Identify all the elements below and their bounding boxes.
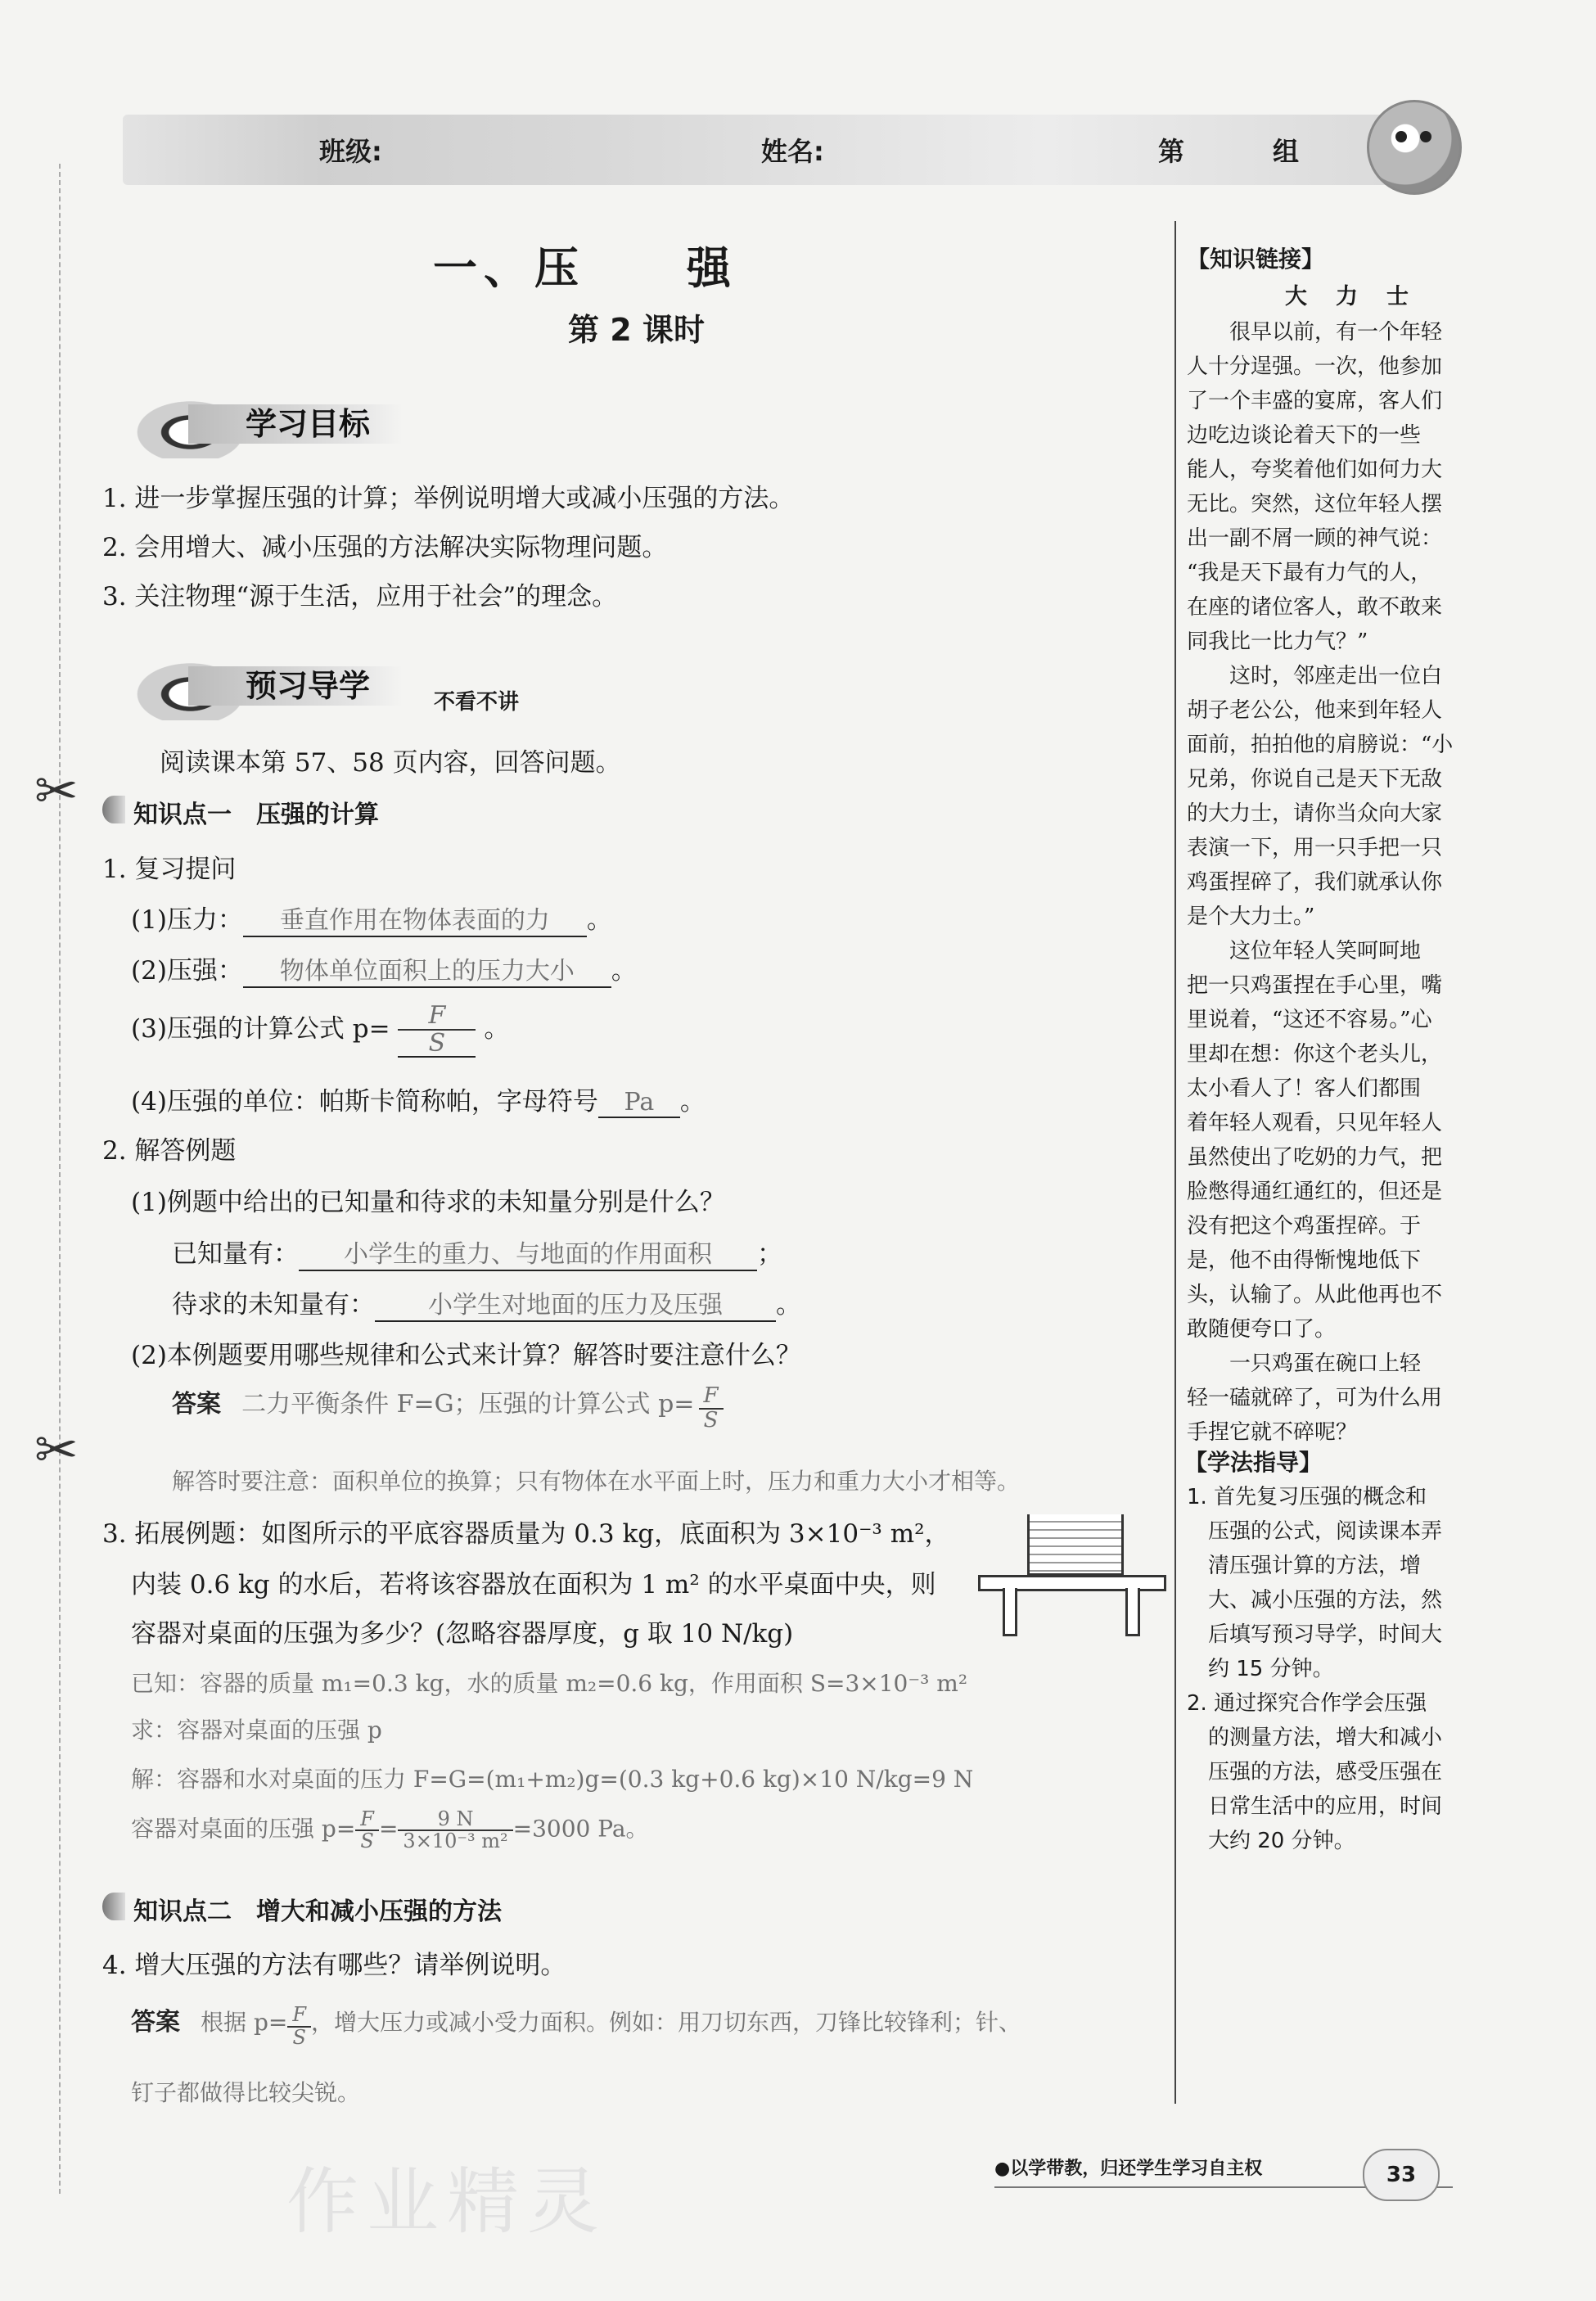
kp1-q3-line1: 3. 拓展例题：如图所示的平底容器质量为 0.3 kg，底面积为 3×10⁻³ m²， [102,1519,950,1549]
sidebar-line: 出一副不屑一顾的神气说： [1187,526,1443,551]
scissors-icon: ✂ [34,761,79,822]
lesson-subtitle: 第 2 课时 [568,312,705,348]
sidebar-line: 是，他不由得惭愧地低下 [1187,1248,1422,1273]
sidebar-line: 兄弟，你说自己是天下无敌 [1187,767,1443,792]
frac-num: 9 N [398,1809,512,1831]
kp1-answer-row [172,1383,724,1432]
kp1-q2-2: (2)本例题要用哪些规律和公式来计算？解答时要注意什么？ [131,1341,801,1370]
kp2-answer-row [131,2001,1021,2048]
kp2-heading [102,1891,502,1927]
solution-frac [398,1809,512,1852]
sidebar-line: 把一只鸡蛋捏在手心里，嘴 [1187,973,1443,998]
sidebar-line: 面前，拍拍他的肩膀说：“小 [1187,733,1454,757]
frac-den: S [703,1407,719,1432]
sidebar-line: 里却在想：你这个老头儿， [1187,1042,1443,1067]
formula-label: (3)压强的计算公式 p= [131,1014,390,1044]
answer-tag: 答案 [131,2008,180,2037]
kp2-q4: 4. 增大压强的方法有哪些？请举例说明。 [102,1951,566,1980]
answer-blank: Pa [598,1088,680,1118]
sidebar-line: 脸憋得通红通红的，但还是 [1187,1180,1443,1204]
sidebar-line: 同我比一比力气？” [1187,629,1368,654]
name-label: 姓名: [761,136,824,167]
page-title: 一、压 强 [433,242,737,294]
sidebar-line: 约 15 分钟。 [1187,1657,1334,1681]
group-label-first: 第 [1158,136,1185,167]
sidebar-line: 压强的方法，感受压强在 [1187,1760,1443,1784]
method-body [1187,1480,1465,1858]
answer-fraction [287,2005,311,2047]
sidebar-line: 着年轻人观看，只见年轻人 [1187,1111,1443,1135]
answer-blank: 小学生的重力、与地面的作用面积 [299,1234,757,1271]
sidebar-line: 是个大力士。” [1187,905,1315,929]
answer-blank: 垂直作用在物体表面的力 [243,900,587,937]
frac-num: F [287,2005,311,2027]
story-body [1187,315,1465,1450]
sidebar-line: 1. 首先复习压强的概念和 [1187,1485,1427,1509]
pressure-row [131,950,637,988]
kp2-title: 知识点二 增大和减小压强的方法 [133,1897,502,1926]
unit-row [131,1081,706,1118]
objective-item: 2. 会用增大、减小压强的方法解决实际物理问题。 [102,533,668,562]
kp1-heading [102,794,379,830]
sidebar-line: “我是天下最有力气的人， [1187,561,1432,585]
sidebar-line: 这位年轻人笑呵呵地 [1187,939,1422,963]
class-label: 班级: [319,136,382,167]
unit-label: (4)压强的单位：帕斯卡简称帕，字母符号 [131,1087,598,1117]
frac-den: S [428,1028,446,1058]
answer-pre: 根据 p= [201,2009,288,2036]
frac-num: F [699,1385,724,1409]
unknown-end: 。 [776,1290,801,1320]
objective-item: 1. 进一步掌握压强的计算；举例说明增大或减小压强的方法。 [102,484,795,513]
knowledge-link-tag: 【知识链接】 [1187,246,1325,273]
sidebar-line: 大、减小压强的方法，然 [1187,1588,1443,1613]
sidebar-line: 的大力士，请你当众向大家 [1187,801,1443,826]
formula-fraction [398,1003,476,1058]
frac-den: 3×10⁻³ m² [403,1830,508,1853]
sidebar-line: 无比。突然，这位年轻人摆 [1187,492,1443,517]
kp1-q3-line2: 内装 0.6 kg 的水后，若将该容器放在面积为 1 m² 的水平桌面中央，则 [131,1570,936,1599]
sidebar-line: 这时，邻座走出一位白 [1187,664,1443,688]
sidebar-line: 鸡蛋捏碎了，我们就承认你 [1187,870,1443,895]
sidebar-line: 人十分逞强。一次，他参加 [1187,354,1443,379]
sidebar-line: 很早以前，有一个年轻 [1187,320,1443,345]
mascot-eye-icon [1420,131,1431,142]
mascot-icon [1367,100,1462,195]
kp1-q3-line3: 容器对桌面的压强为多少？(忽略容器厚度，g 取 10 N/kg) [131,1619,794,1649]
sidebar-line: 虽然使出了吃奶的力气，把 [1187,1145,1443,1170]
solution-calc: 解：容器和水对桌面的压力 F=G=(m₁+m₂)g=(0.3 kg+0.6 kg)×10 N/kg=9 N [131,1766,974,1793]
preview-tag: 不看不讲 [434,690,520,715]
row-end: 。 [586,905,612,935]
preview-intro: 阅读课本第 57、58 页内容，回答问题。 [160,748,621,778]
scissors-icon: ✂ [34,1420,79,1481]
solution-result: =3000 Pa。 [512,1815,649,1843]
answer-line2: 钉子都做得比较尖锐。 [131,2079,361,2106]
objective-item: 3. 关注物理“源于生活，应用于社会”的理念。 [102,582,618,611]
solution-p-label: 容器对桌面的压强 p= [131,1815,356,1843]
kp1-q2-1: (1)例题中给出的已知量和待求的未知量分别是什么？ [131,1188,725,1217]
unit-end: 。 [679,1087,706,1117]
kp-marker-icon [102,796,125,823]
row-end: 。 [611,956,637,986]
known-end: ； [757,1239,782,1269]
unknown-label: 待求的未知量有： [172,1290,375,1320]
frac-num: F [355,1809,379,1831]
sidebar-line: 手捏它就不碎呢？ [1187,1420,1358,1445]
answer-fraction [699,1385,724,1432]
sidebar-line: 没有把这个鸡蛋捏碎。于 [1187,1214,1422,1238]
method-guide-tag: 【学法指导】 [1184,1449,1323,1476]
sidebar-line: 里说着，“这还不容易。”心 [1187,1008,1432,1032]
sidebar-line: 清压强计算的方法，增 [1187,1554,1422,1578]
unknown-row [172,1284,801,1322]
kp-marker-icon [102,1893,125,1920]
story-title: 大 力 士 [1285,284,1412,309]
known-row [172,1233,782,1271]
watermark-logo: 作业精灵 [286,2159,608,2244]
sidebar-line: 2. 通过探究合作学会压强 [1187,1691,1427,1716]
sidebar-line: 压强的公式，阅读课本弄 [1187,1519,1443,1544]
solution-frac [355,1809,379,1852]
preview-heading: 预习导学 [188,666,403,706]
sidebar-line: 表演一下，用一只手把一只 [1187,836,1443,860]
sidebar-line: 在座的诸位客人，敢不敢来 [1187,595,1443,620]
container-table-figure [978,1514,1166,1637]
answer-blank: 小学生对地面的压力及压强 [375,1284,776,1322]
table-leg-icon [1003,1588,1017,1636]
sidebar-line: 的测量方法，增大和减小 [1187,1726,1443,1750]
frac-den: S [292,2025,306,2049]
known-label: 已知量有： [172,1239,299,1269]
formula-row [131,1003,509,1058]
solution-find: 求：容器对桌面的压强 p [131,1717,382,1744]
sidebar-line: 轻一磕就碎了，可为什么用 [1187,1386,1443,1410]
answer-blank: 物体单位面积上的压力大小 [243,950,611,988]
sidebar-line: 头，认输了。从此他再也不 [1187,1283,1443,1307]
row-label: (2)压强： [131,956,243,986]
sidebar-line: 了一个丰盛的宴席，客人们 [1187,389,1443,413]
sidebar-line: 边吃边谈论着天下的一些 [1187,423,1422,448]
sidebar-line: 能人，夸奖着他们如何力大 [1187,458,1443,482]
container-icon [1027,1514,1124,1576]
page-number: 33 [1363,2149,1440,2201]
answer-text: 二力平衡条件 F=G；压强的计算公式 p= [241,1390,695,1419]
kp1-q2: 2. 解答例题 [102,1136,237,1166]
footer-motto: ●以学带教，归还学生学习自主权 [994,2159,1263,2179]
answer-note: 解答时要注意：面积单位的换算；只有物体在水平面上时，压力和重力大小才相等。 [172,1468,1021,1495]
kp1-q1: 1. 复习提问 [102,855,237,884]
sidebar-line: 后填写预习导学，时间大 [1187,1622,1443,1647]
answer-tag: 答案 [172,1390,221,1419]
mascot-eye-icon [1395,131,1407,142]
sidebar-line: 敢随便夸口了。 [1187,1317,1337,1342]
sidebar-line: 大约 20 分钟。 [1187,1829,1355,1853]
solution-pressure: 容器对桌面的压强 p= $\frac{F}{S}$ = $\frac{9 N}{\text{3×10⁻³ m²}}$ =3000 Pa。 [131,1807,649,1853]
binding-line [59,164,61,2194]
sidebar-line: 太小看人了！客人们都围 [1187,1076,1422,1101]
kp1-title: 知识点一 压强的计算 [133,801,379,829]
formula-end: 。 [484,1014,510,1044]
objectives-banner [123,393,548,458]
frac-num: F [398,1003,476,1031]
sidebar-line: 日常生活中的应用，时间 [1187,1794,1443,1819]
objectives-heading: 学习目标 [188,404,403,444]
answer-post: ，增大压力或减小受力面积。例如：用刀切东西，刀锋比较锋利；针、 [311,2009,1022,2036]
sidebar-line: 一只鸡蛋在碗口上轻 [1187,1351,1422,1376]
table-leg-icon [1125,1588,1140,1636]
sidebar-line: 胡子老公公，他来到年轻人 [1187,698,1443,723]
column-divider [1174,221,1176,2104]
frac-den: S [360,1830,374,1853]
solution-known: 已知：容器的质量 m₁=0.3 kg，水的质量 m₂=0.6 kg，作用面积 S=3×10⁻³ m² [131,1670,968,1697]
row-label: (1)压力： [131,905,243,935]
pressure-force-row [131,899,612,937]
group-label-second: 组 [1273,136,1300,167]
